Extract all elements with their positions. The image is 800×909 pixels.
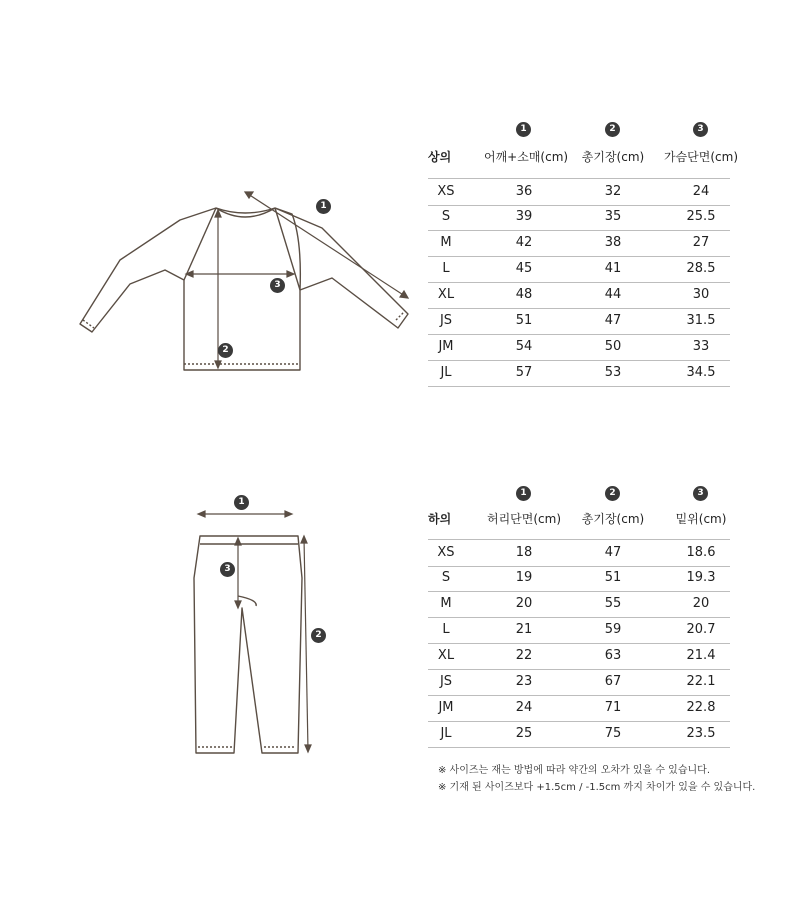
table-row (428, 282, 730, 309)
size-value: 35 (604, 209, 622, 224)
size-value: 59 (604, 622, 622, 637)
size-value: 51 (604, 570, 622, 585)
size-value: 20 (515, 596, 533, 611)
size-value: 34.5 (686, 365, 716, 380)
size-value: 47 (604, 313, 622, 328)
table-row (428, 539, 730, 567)
size-value: 42 (515, 235, 533, 250)
column-2-badge: 2 (605, 486, 620, 501)
table-row (428, 591, 730, 618)
column-1-badge: 1 (516, 122, 531, 137)
size-value: 22.1 (686, 674, 716, 689)
table-row (428, 721, 730, 748)
column-1-label: 어깨+소매(cm) (484, 150, 569, 164)
size-value: 63 (604, 648, 622, 663)
marker-2-badge: 2 (311, 628, 326, 643)
size-value: 36 (515, 184, 533, 199)
size-value: 51 (515, 313, 533, 328)
size-value: 22.8 (686, 700, 716, 715)
size-value: 55 (604, 596, 622, 611)
column-3-badge: 3 (693, 486, 708, 501)
size-value: 25 (515, 726, 533, 741)
size-value: 25.5 (686, 209, 716, 224)
table-header (428, 122, 739, 170)
size-value: 19 (515, 570, 533, 585)
note-line: ※ 기재 된 사이즈보다 +1.5cm / -1.5cm 까지 차이가 있을 수 있습니다. (438, 782, 756, 793)
table-row (428, 565, 730, 592)
size-label: JM (438, 700, 454, 715)
size-value: 54 (515, 339, 533, 354)
size-value: 67 (604, 674, 622, 689)
column-2-label: 총기장(cm) (581, 150, 645, 164)
size-value: 21 (515, 622, 533, 637)
size-value: 41 (604, 261, 622, 276)
size-label: JS (439, 313, 453, 328)
size-label: JS (439, 674, 453, 689)
column-2-badge: 2 (605, 122, 620, 137)
size-label: XS (437, 545, 455, 560)
table-title: 하의 (428, 512, 452, 526)
size-value: 20.7 (686, 622, 716, 637)
size-value: 50 (604, 339, 622, 354)
size-value: 33 (692, 339, 710, 354)
note-line: ※ 사이즈는 재는 방법에 따라 약간의 오차가 있을 수 있습니다. (438, 765, 711, 776)
size-notes (438, 762, 755, 796)
marker-1-badge: 1 (234, 495, 249, 510)
table-row (428, 643, 730, 670)
size-value: 71 (604, 700, 622, 715)
column-3-label: 밑위(cm) (675, 512, 727, 526)
table-row (428, 204, 730, 231)
size-value: 31.5 (686, 313, 716, 328)
size-value: 38 (604, 235, 622, 250)
size-value: 28.5 (686, 261, 716, 276)
size-label: M (440, 596, 452, 611)
pants-illustration (180, 488, 330, 768)
size-label: JM (438, 339, 454, 354)
size-label: M (440, 235, 452, 250)
table-row (428, 617, 730, 644)
size-value: 39 (515, 209, 533, 224)
size-value: 45 (515, 261, 533, 276)
size-value: 32 (604, 184, 622, 199)
table-title: 상의 (428, 150, 452, 164)
table-row (428, 695, 730, 722)
column-3-badge: 3 (693, 122, 708, 137)
table-row (428, 230, 730, 257)
size-label: S (441, 209, 451, 224)
shirt-illustration (70, 180, 420, 380)
column-1-label: 허리단면(cm) (486, 512, 562, 526)
table-row (428, 308, 730, 335)
size-value: 24 (515, 700, 533, 715)
table-row (428, 360, 730, 387)
size-value: 23 (515, 674, 533, 689)
size-value: 19.3 (686, 570, 716, 585)
size-value: 27 (692, 235, 710, 250)
column-1-badge: 1 (516, 486, 531, 501)
table-row (428, 178, 730, 206)
size-value: 24 (692, 184, 710, 199)
marker-1-badge: 1 (316, 199, 331, 214)
size-label: JL (440, 365, 452, 380)
table-header (428, 486, 730, 534)
size-label: XL (437, 287, 455, 302)
table-row (428, 334, 730, 361)
size-label: XS (437, 184, 455, 199)
size-value: 21.4 (686, 648, 716, 663)
size-value: 57 (515, 365, 533, 380)
size-label: L (442, 622, 450, 637)
table-row (428, 256, 730, 283)
marker-2-badge: 2 (218, 343, 233, 358)
table-row (428, 669, 730, 696)
size-value: 20 (692, 596, 710, 611)
size-value: 48 (515, 287, 533, 302)
size-value: 30 (692, 287, 710, 302)
size-label: JL (440, 726, 452, 741)
size-value: 18.6 (686, 545, 716, 560)
size-value: 18 (515, 545, 533, 560)
marker-3-badge: 3 (220, 562, 235, 577)
size-value: 53 (604, 365, 622, 380)
size-value: 75 (604, 726, 622, 741)
size-value: 44 (604, 287, 622, 302)
size-label: XL (437, 648, 455, 663)
size-label: S (441, 570, 451, 585)
marker-3-badge: 3 (270, 278, 285, 293)
column-3-label: 가슴단면(cm) (663, 150, 739, 164)
column-2-label: 총기장(cm) (581, 512, 645, 526)
size-value: 23.5 (686, 726, 716, 741)
size-value: 47 (604, 545, 622, 560)
size-value: 22 (515, 648, 533, 663)
size-label: L (442, 261, 450, 276)
